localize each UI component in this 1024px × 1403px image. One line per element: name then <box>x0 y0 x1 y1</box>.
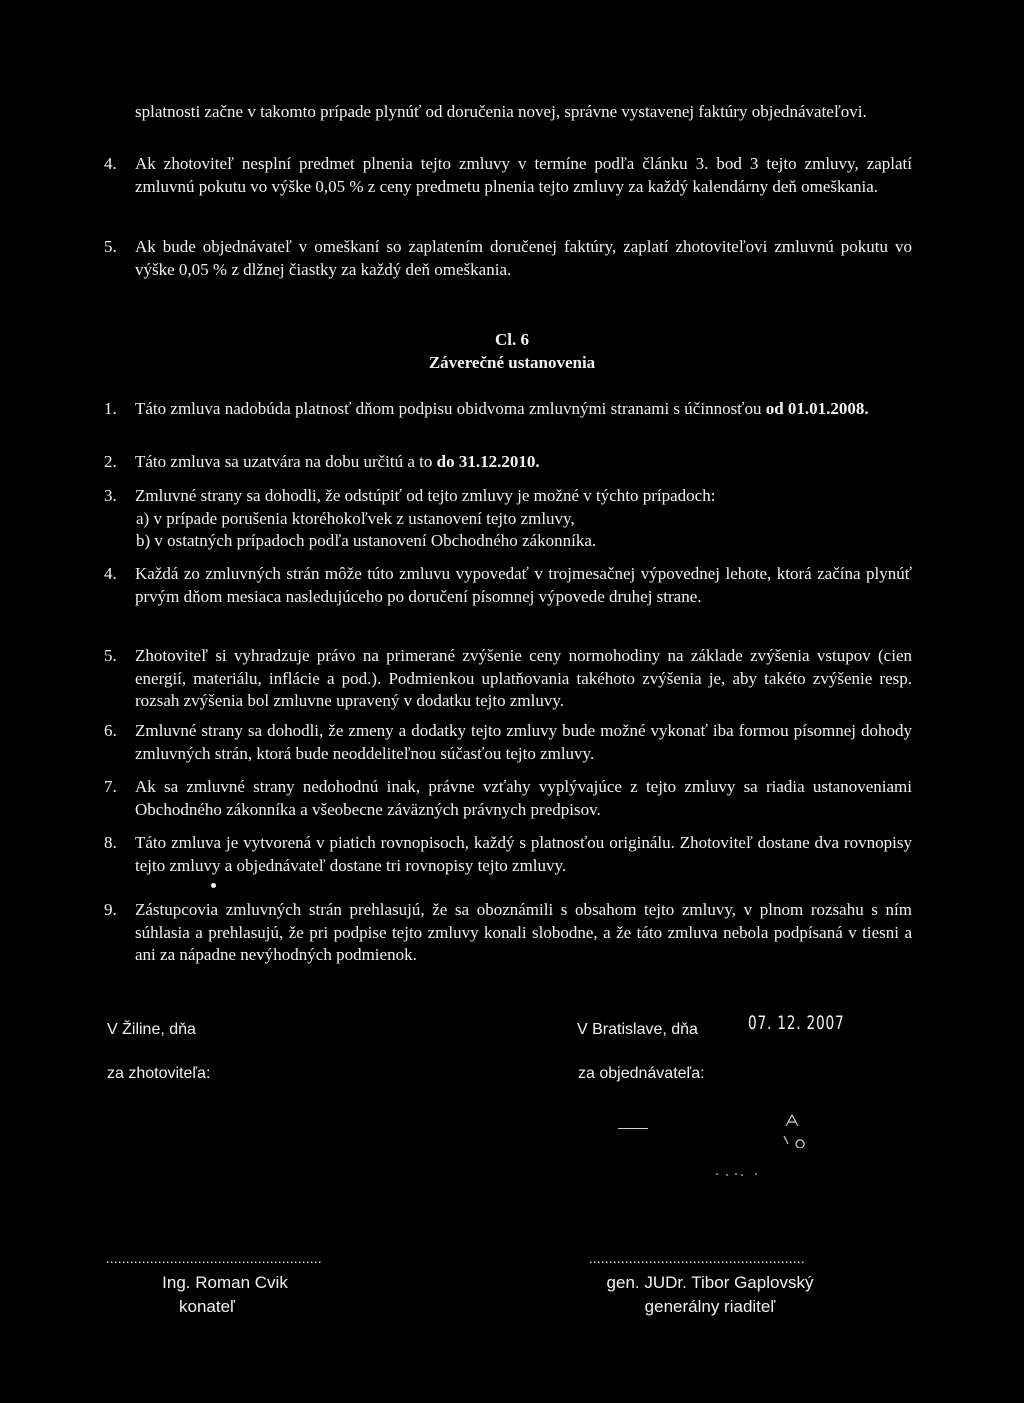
clause-number: 3. <box>104 486 117 505</box>
clause-item <box>104 832 912 877</box>
clause-item <box>104 485 912 553</box>
clause-text: Ak bude objednávateľ v omeškaní so zaplatením doručenej faktúry, zaplatí zhotoviteľovi zmluvnú pokutu vo výške 0,05 % z dlžnej čiastky za každý deň omeškania. <box>135 237 912 279</box>
handwritten-date: 07. 12. 2007 <box>748 1012 845 1034</box>
clause-item <box>104 776 912 821</box>
clause-item <box>104 563 912 608</box>
left-signatory-name: Ing. Roman Cvik <box>162 1273 288 1292</box>
left-signature-line: ...................................................... <box>106 1252 322 1267</box>
clause-number: 6. <box>104 721 117 740</box>
clause-text <box>135 451 912 474</box>
clause-text: Každá zo zmluvných strán môže túto zmluvu vypovedať v trojmesačnej výpovednej lehote, ktorá začína plynúť prvým dňom mesiaca nasledujúceho po doručení písomnej výpovede druhej strane. <box>135 564 912 606</box>
intro-text: splatnosti začne v takomto prípade plynúť od doručenia novej, správne vystavenej faktúry objednávateľovi. <box>135 102 867 121</box>
clause-number: 9. <box>104 900 117 919</box>
clause-text: Zhotoviteľ si vyhradzuje právo na primerané zvýšenie ceny normohodiny na základe zvýšenia vstupov (cien energií, materiálu, inflácie a pod.). Podmienkou uplatňovania takéhoto zvýšenia je, aby takéto zvýšenie resp. rozsah zvýšenia bol zmluvne upravený v dodatku tejto zmluvy. <box>135 646 912 710</box>
clause-text: Ak sa zmluvné strany nedohodnú inak, právne vzťahy vyplývajúce z tejto zmluvy sa riadia ustanoveniami Obchodného zákonníka a všeobecne záväzných právnych predpisov. <box>135 777 912 819</box>
effective-date: od 01.01.2008. <box>765 399 869 418</box>
intro-paragraph <box>104 101 912 124</box>
clause-item <box>104 398 912 421</box>
clause-text <box>135 398 912 421</box>
right-signature-line: ...................................................... <box>589 1252 805 1267</box>
clause-item <box>104 645 912 713</box>
clause-item <box>104 720 912 765</box>
stamp-line <box>618 1128 648 1129</box>
clause-subitem: b) v ostatných prípadoch podľa ustanovení Obchodného zákonníka. <box>136 531 597 550</box>
stamp-dots-icon <box>714 1170 760 1178</box>
clause-text: Zmluvné strany sa dohodli, že zmeny a dodatky tejto zmluvy bude možné vykonať iba formou písomnej dohody zmluvných strán, ktorá bude neoddeliteľnou súčasťou tejto zmluvy. <box>135 721 912 763</box>
clause-item <box>104 899 912 967</box>
clause-item <box>104 236 912 281</box>
clause-number: 8. <box>104 833 117 852</box>
clause-item <box>104 153 912 198</box>
ink-dot <box>211 883 216 888</box>
clause-body: Táto zmluva nadobúda platnosť dňom podpisu obidvoma zmluvnými stranami s účinnosťou <box>135 399 766 418</box>
stamp-remnant-icon <box>780 1112 810 1148</box>
clause-number: 1. <box>104 399 117 418</box>
clause-number: 5. <box>104 237 117 256</box>
right-place-date: V Bratislave, dňa <box>577 1021 698 1038</box>
clause-number: 4. <box>104 564 117 583</box>
clause-text: Táto zmluva je vytvorená v piatich rovnopisoch, každý s platnosťou originálu. Zhotoviteľ dostane dva rovnopisy tejto zmluvy a objednávateľ dostane tri rovnopisy tejto zmluvy. <box>135 833 912 875</box>
clause-subitem: a) v prípade porušenia ktoréhokoľvek z ustanovení tejto zmluvy, <box>136 508 575 528</box>
right-signatory-name: gen. JUDr. Tibor Gaplovský <box>606 1273 814 1292</box>
clause-body: Táto zmluva sa uzatvára na dobu určitú a to <box>135 452 437 471</box>
clause-text: Ak zhotoviteľ nesplní predmet plnenia tejto zmluvy v termíne podľa článku 3. bod 3 tejto zmluvy, zaplatí zmluvnú pokutu vo výške 0,05 % z ceny predmetu plnenia tejto zmluvy za každý kalendárny deň omeškania. <box>135 154 912 196</box>
left-party-label: za zhotoviteľa: <box>107 1065 211 1082</box>
clause-number: 4. <box>104 154 117 173</box>
end-date: do 31.12.2010. <box>436 452 540 471</box>
clause-item <box>104 451 912 474</box>
clause-text: Zmluvné strany sa dohodli, že odstúpiť od tejto zmluvy je možné v týchto prípadoch: <box>135 486 716 505</box>
left-signatory-role: konateľ <box>179 1297 235 1316</box>
left-place-date: V Žiline, dňa <box>107 1021 196 1038</box>
article-number: Cl. 6 <box>495 330 529 349</box>
clause-number: 7. <box>104 777 117 796</box>
clause-text: Zástupcovia zmluvných strán prehlasujú, že sa oboznámili s obsahom tejto zmluvy, v plnom rozsahu s ním súhlasia a prehlasujú, že pri podpise tejto zmluvy konali slobodne, a že táto zmluva nebola podpísaná v tiesni a ani za nápadne nevýhodných podmienok. <box>135 900 912 964</box>
right-signatory-role: generálny riaditeľ <box>644 1297 776 1316</box>
clause-number: 5. <box>104 646 117 665</box>
clause-number: 2. <box>104 452 117 471</box>
article-title: Záverečné ustanovenia <box>428 353 596 372</box>
right-party-label: za objednávateľa: <box>578 1065 705 1082</box>
